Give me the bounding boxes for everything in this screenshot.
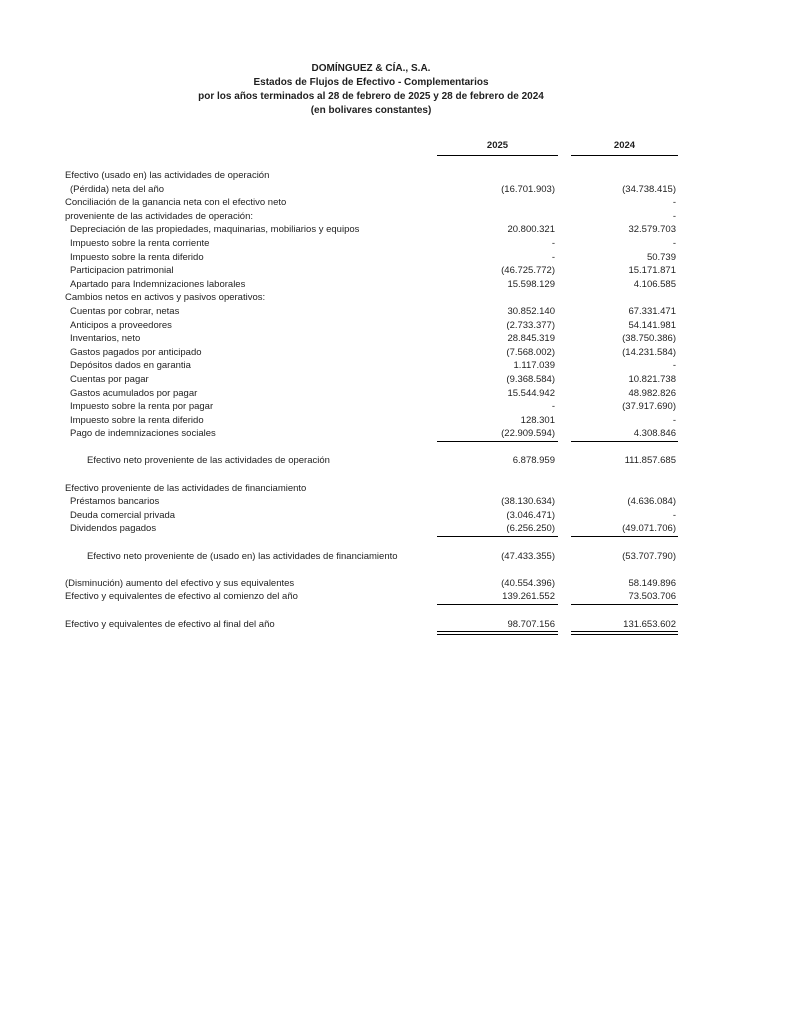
row-label: Gastos acumulados por pagar (70, 387, 198, 399)
value-2025: 30.852.140 (507, 305, 555, 317)
value-2024: 4.308.846 (571, 427, 678, 442)
value-2025: 28.845.319 (507, 333, 555, 345)
table-row (65, 550, 678, 564)
value-2024: (34.738.415) (622, 183, 676, 195)
row-spacer (65, 441, 678, 455)
table-row (65, 237, 678, 251)
value-2024: 73.503.706 (571, 590, 678, 605)
value-2024: 58.149.896 (628, 577, 676, 589)
row-label: Préstamos bancarios (70, 496, 160, 508)
row-label: Dividendos pagados (70, 523, 157, 535)
value-2024: 54.141.981 (628, 319, 676, 331)
value-2025: 139.261.552 (437, 590, 558, 605)
row-label: Impuesto sobre la renta por pagar (70, 401, 214, 413)
row-label: Cuentas por cobrar, netas (70, 305, 180, 317)
row-label: Anticipos a proveedores (70, 319, 172, 331)
table-row (65, 387, 678, 401)
row-label: Efectivo neto proveniente de (usado en) las actividades de financiamiento (87, 550, 398, 562)
value-2025: (6.256.250) (437, 522, 558, 537)
row-label: Pago de indemnizaciones sociales (70, 428, 216, 440)
table-row (65, 278, 678, 292)
row-label: Cuentas por pagar (70, 373, 149, 385)
value-2025: (7.568.002) (506, 346, 555, 358)
value-2024: (53.707.790) (622, 550, 676, 562)
table-row (65, 183, 678, 197)
rows-container (65, 169, 678, 631)
value-2025: (38.130.634) (501, 496, 555, 508)
value-2024: - (672, 509, 676, 521)
table-row (65, 618, 678, 632)
column-header-2025: 2025 (437, 139, 558, 156)
period-line: por los años terminados al 28 de febrero de 2025 y 28 de febrero de 2024 (198, 91, 544, 102)
row-label: Impuesto sobre la renta corriente (70, 237, 210, 249)
value-2025: 15.598.129 (507, 278, 555, 290)
company-name: DOMÍNGUEZ & CÍA., S.A. (311, 63, 431, 74)
value-2024: (4.636.084) (627, 496, 676, 508)
value-2025: (46.725.772) (501, 265, 555, 277)
row-label: Participacion patrimonial (70, 265, 174, 277)
row-label: Cambios netos en activos y pasivos operativos: (65, 292, 266, 304)
value-2025: 98.707.156 (437, 618, 558, 636)
row-spacer (65, 468, 678, 482)
table-row (65, 291, 678, 305)
statement-title: Estados de Flujos de Efectivo - Complementarios (253, 77, 489, 88)
value-2024: - (672, 360, 676, 372)
row-spacer (65, 536, 678, 550)
value-2025: (22.909.594) (437, 427, 558, 442)
value-2025: - (551, 237, 555, 249)
value-2024: (14.231.584) (622, 346, 676, 358)
value-2024: 32.579.703 (628, 224, 676, 236)
value-2024: 111.857.685 (624, 455, 676, 467)
row-label: Efectivo neto proveniente de las actividades de operación (87, 455, 330, 467)
table-row (65, 427, 678, 441)
row-label: Efectivo y equivalentes de efectivo al comienzo del año (65, 591, 298, 603)
row-label: (Disminución) aumento del efectivo y sus equivalentes (65, 577, 295, 589)
table-row (65, 454, 678, 468)
value-2025: 128.301 (520, 414, 555, 426)
value-2025: (16.701.903) (501, 183, 555, 195)
value-2024: 67.331.471 (628, 305, 676, 317)
table-row (65, 590, 678, 604)
row-label: Depreciación de las propiedades, maquinarias, mobiliarios y equipos (70, 224, 360, 236)
table-row (65, 169, 678, 183)
value-2024: - (672, 237, 676, 249)
value-2024: - (672, 197, 676, 209)
value-2025: 15.544.942 (507, 387, 555, 399)
table-row (65, 319, 678, 333)
row-label: (Pérdida) neta del año (70, 183, 165, 195)
value-2024: 48.982.826 (628, 387, 676, 399)
table-row (65, 346, 678, 360)
value-2024: (37.917.690) (622, 401, 676, 413)
value-2024: 131.653.602 (571, 618, 678, 636)
row-spacer (65, 563, 678, 577)
currency-note: (en bolivares constantes) (310, 105, 432, 116)
table-row (65, 495, 678, 509)
value-2024: 15.171.871 (628, 265, 676, 277)
value-2025: - (551, 401, 555, 413)
table-row (65, 196, 678, 210)
table-row (65, 522, 678, 536)
value-2025: - (551, 251, 555, 263)
table-row (65, 223, 678, 237)
row-label: Impuesto sobre la renta diferido (70, 251, 204, 263)
document-header (47, 62, 695, 118)
value-2025: 6.878.959 (512, 455, 555, 467)
value-2025: (40.554.396) (501, 577, 555, 589)
row-label: Efectivo y equivalentes de efectivo al final del año (65, 618, 275, 630)
column-header-row (65, 139, 678, 155)
table-row (65, 332, 678, 346)
value-2024: (38.750.386) (622, 333, 676, 345)
table-row (65, 373, 678, 387)
table-row (65, 210, 678, 224)
row-label: Impuesto sobre la renta diferido (70, 414, 204, 426)
row-label: Apartado para Indemnizaciones laborales (70, 278, 246, 290)
value-2024: - (672, 414, 676, 426)
document-page (65, 62, 678, 631)
value-2025: 20.800.321 (507, 224, 555, 236)
row-label: Efectivo (usado en) las actividades de operación (65, 170, 270, 181)
value-2025: (9.368.584) (506, 373, 555, 385)
value-2024: 10.821.738 (628, 373, 676, 385)
table-row (65, 305, 678, 319)
table-row (65, 414, 678, 428)
value-2025: (3.046.471) (506, 509, 555, 521)
row-label: Gastos pagados por anticipado (70, 346, 202, 358)
value-2024: - (672, 210, 676, 222)
row-label: Deuda comercial privada (70, 509, 176, 521)
table-row (65, 251, 678, 265)
table-row (65, 577, 678, 591)
row-label: proveniente de las actividades de operación: (65, 210, 254, 222)
table-row (65, 359, 678, 373)
table-row (65, 509, 678, 523)
value-2025: 1.117.039 (513, 360, 555, 372)
table-row (65, 400, 678, 414)
statement-table (65, 139, 678, 631)
row-label: Inventarios, neto (70, 333, 141, 345)
row-label: Efectivo proveniente de las actividades de financiamiento (65, 482, 307, 494)
column-header-2024: 2024 (571, 139, 678, 156)
row-label: Depósitos dados en garantia (70, 360, 191, 372)
row-spacer (65, 604, 678, 618)
value-2025: (47.433.355) (501, 550, 555, 562)
row-label: Conciliación de la ganancia neta con el efectivo neto (65, 197, 287, 209)
table-row (65, 482, 678, 496)
value-2024: 50.739 (646, 251, 676, 263)
value-2024: (49.071.706) (571, 522, 678, 537)
table-row (65, 264, 678, 278)
value-2024: 4.106.585 (633, 278, 676, 290)
value-2025: (2.733.377) (506, 319, 555, 331)
